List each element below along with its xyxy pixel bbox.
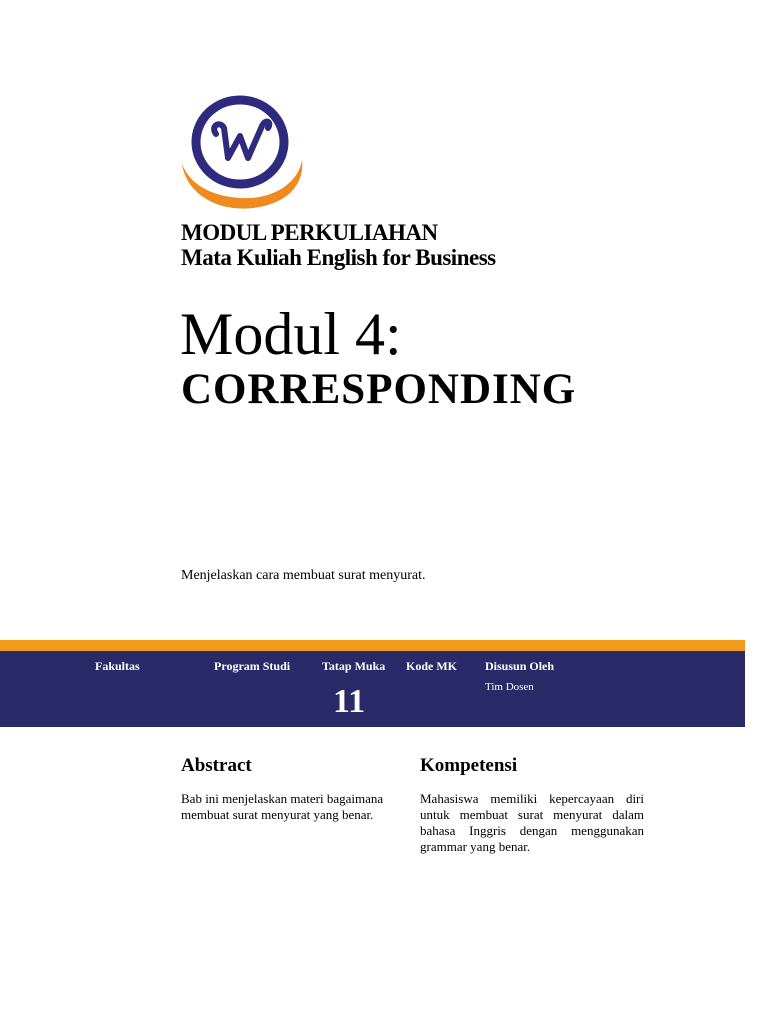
course-name: Mata Kuliah English for Business	[181, 245, 496, 270]
module-title: Modul 4:	[180, 301, 402, 367]
orange-divider-bar	[0, 640, 745, 651]
module-description: Menjelaskan cara membuat surat menyurat.	[181, 568, 426, 583]
abstract-heading: Abstract	[181, 755, 252, 776]
fakultas-label: Fakultas	[95, 659, 140, 673]
module-subtitle: CORRESPONDING	[181, 366, 577, 413]
kode-mk-label: Kode MK	[406, 659, 457, 673]
info-band	[0, 651, 745, 727]
kompetensi-body: Mahasiswa memiliki kepercayaan diri untuk membuat surat menyurat dalam bahasa Inggris dengan menggunakan grammar yang benar.	[420, 791, 644, 854]
kompetensi-heading: Kompetensi	[420, 755, 518, 776]
abstract-body: Bab ini menjelaskan materi bagaimana membuat surat menyurat yang benar.	[181, 791, 384, 822]
tatap-muka-label: Tatap Muka	[322, 659, 386, 673]
disusun-oleh-label: Disusun Oleh	[485, 659, 555, 673]
program-studi-label: Program Studi	[214, 659, 291, 673]
university-logo-icon	[178, 92, 308, 217]
disusun-oleh-value: Tim Dosen	[485, 681, 534, 693]
tatap-muka-value: 11	[333, 683, 366, 720]
course-module-label: MODUL PERKULIAHAN	[181, 220, 438, 245]
